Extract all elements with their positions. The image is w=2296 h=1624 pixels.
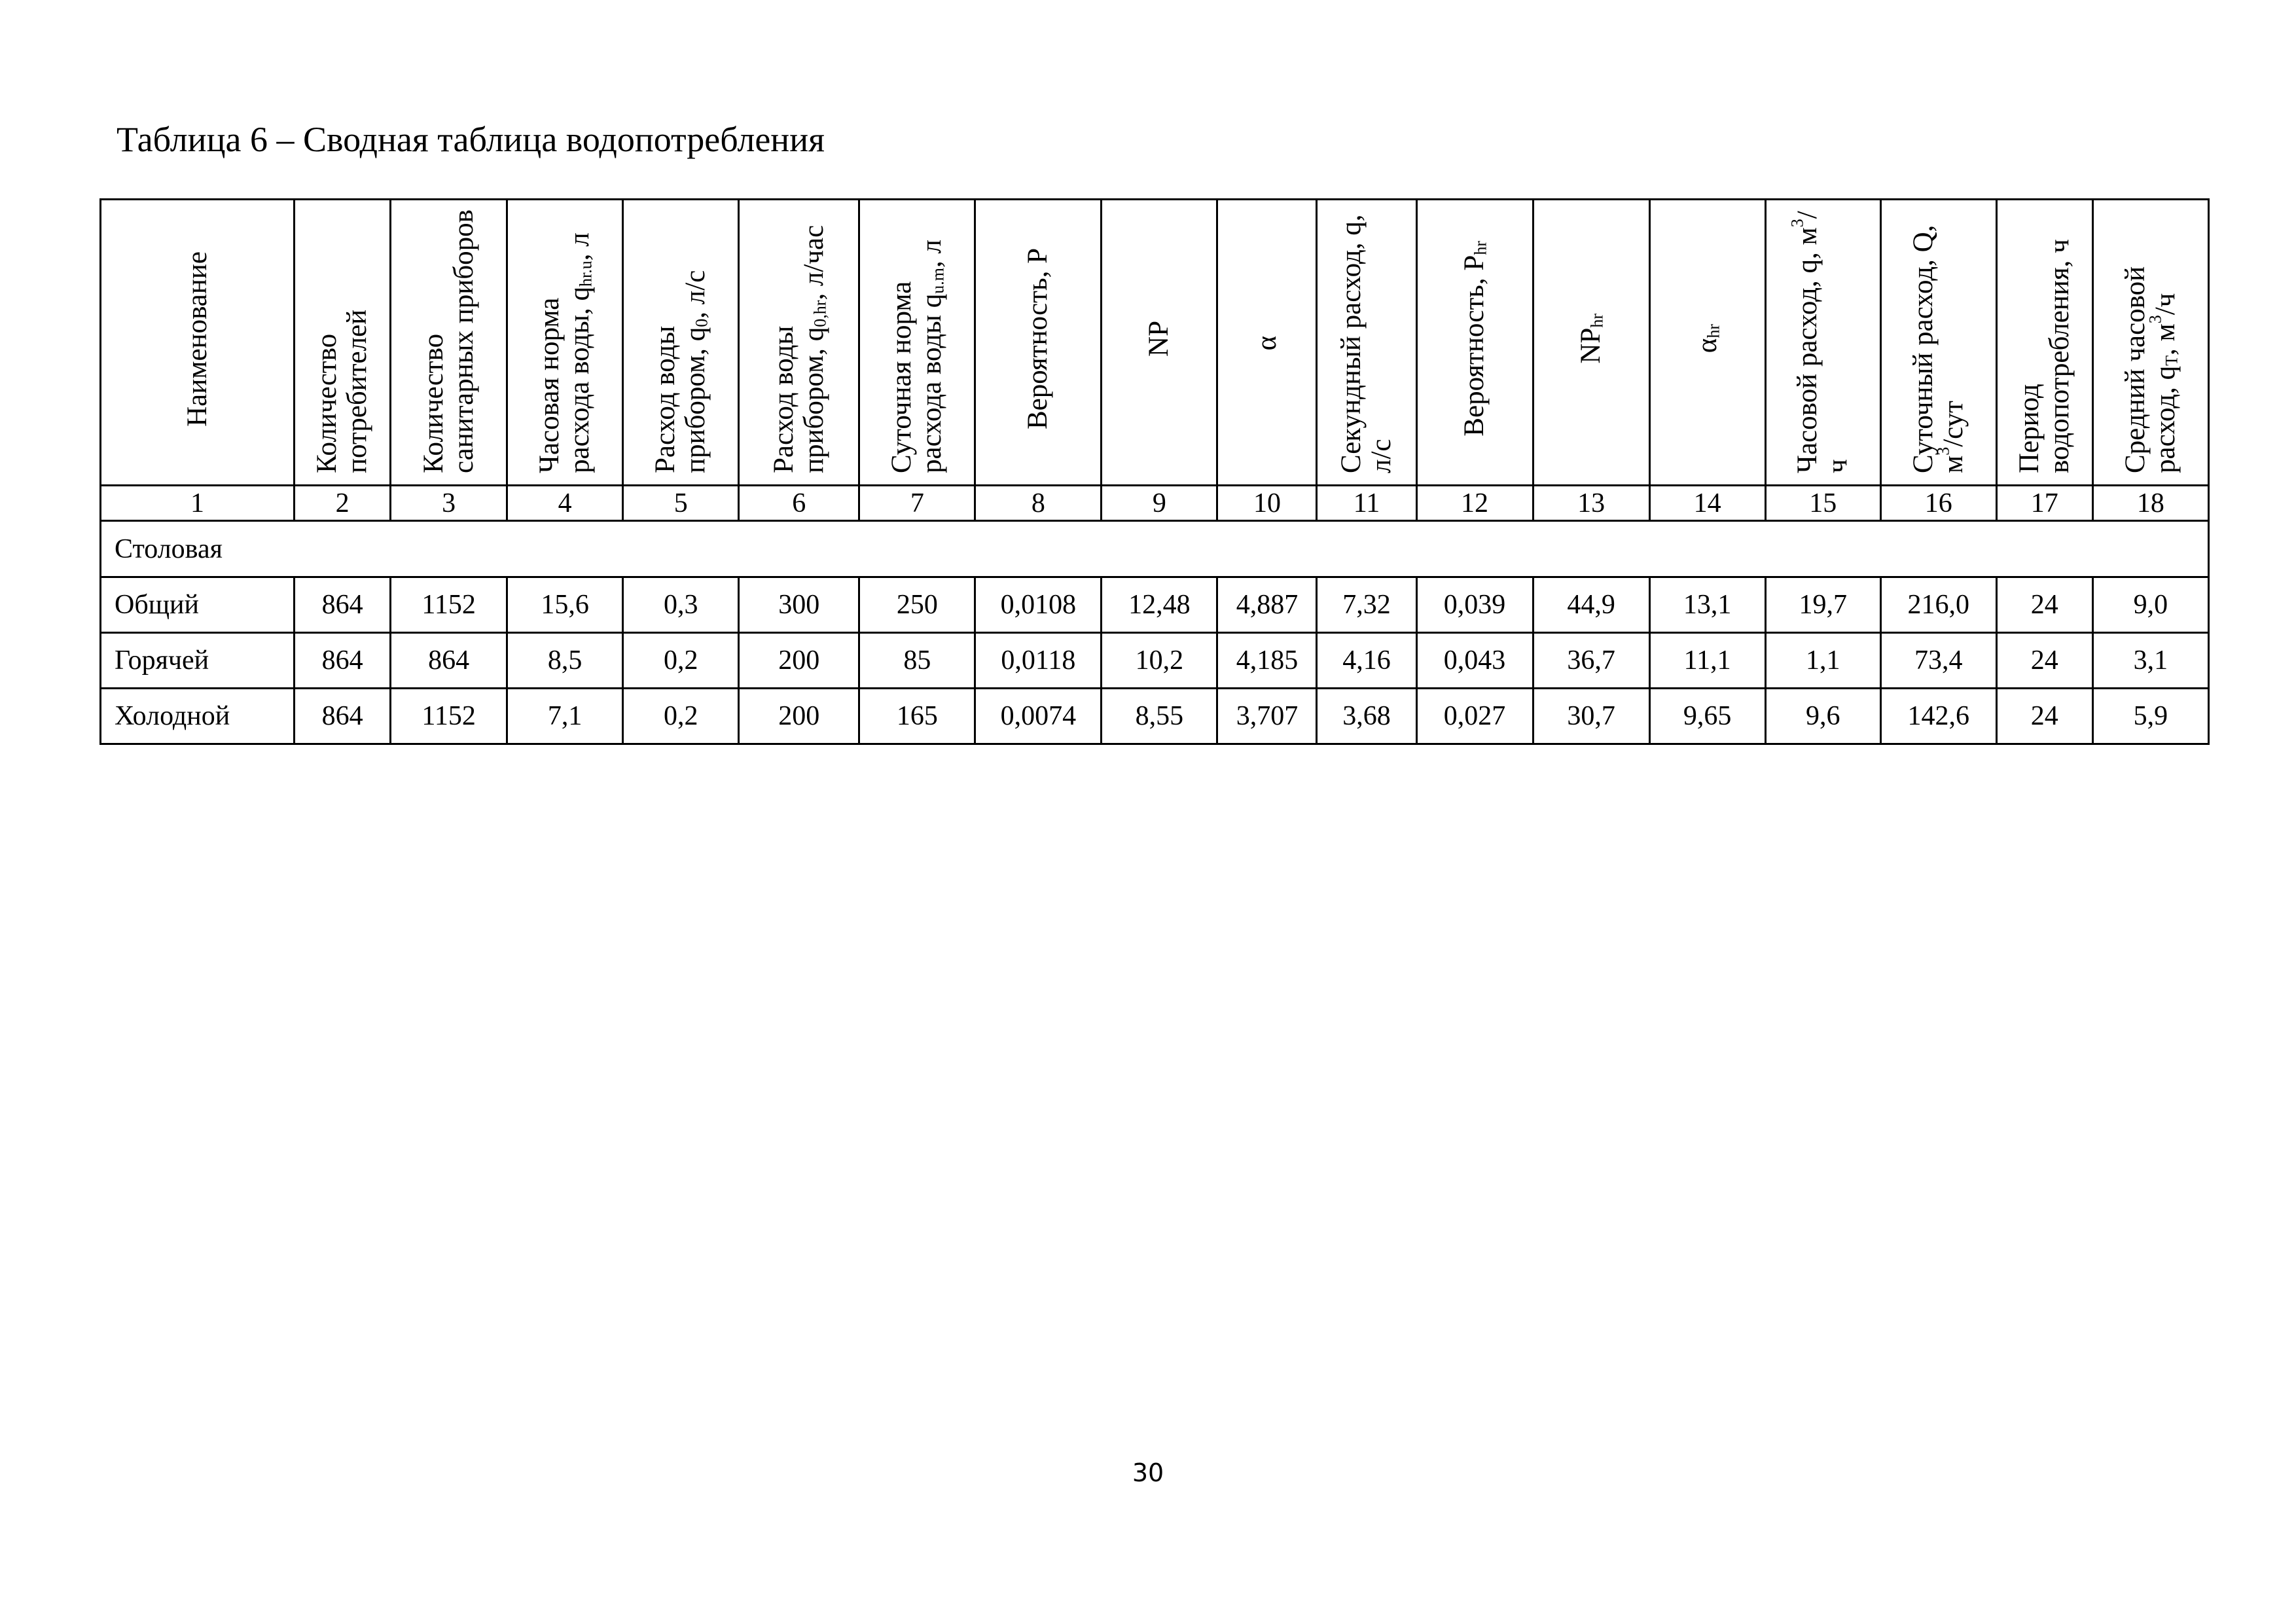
column-number: 12	[1416, 486, 1533, 521]
table-cell: 0,0118	[975, 633, 1102, 689]
header-cell: Количество санитарных приборов	[391, 200, 507, 486]
table-cell: 36,7	[1533, 633, 1649, 689]
header-cell: Период водопотребления, ч	[1996, 200, 2092, 486]
column-number: 15	[1765, 486, 1880, 521]
table-cell: 24	[1996, 689, 2092, 744]
column-number: 3	[391, 486, 507, 521]
header-cell: Вероятность, Р	[975, 200, 1102, 486]
column-number: 4	[507, 486, 623, 521]
column-number: 5	[623, 486, 739, 521]
header-row	[101, 200, 2209, 486]
table-cell: 73,4	[1880, 633, 1996, 689]
table-cell: 0,043	[1416, 633, 1533, 689]
table-cell: 0,0074	[975, 689, 1102, 744]
table-cell: 1,1	[1765, 633, 1880, 689]
table-cell: 864	[295, 689, 391, 744]
table-cell: 9,0	[2092, 577, 2208, 633]
row-name: Общий	[101, 577, 295, 633]
column-number: 1	[101, 486, 295, 521]
header-cell: $\alpha_{hr}$	[1649, 200, 1765, 486]
header-cell: Часовой расход, q, $м^3/ч$	[1765, 200, 1880, 486]
column-number: 7	[859, 486, 975, 521]
header-cell: Секундный расход, q, л/с	[1317, 200, 1416, 486]
column-number: 6	[739, 486, 859, 521]
header-cell: Количество потребителей	[295, 200, 391, 486]
table-cell: 30,7	[1533, 689, 1649, 744]
table-row	[101, 689, 2209, 744]
table-cell: 3,1	[2092, 633, 2208, 689]
header-cell: Средний часовой расход, $q_T$, $м^3/ч$	[2092, 200, 2208, 486]
table-cell: 864	[295, 577, 391, 633]
table-cell: 864	[295, 633, 391, 689]
table-caption: Таблица 6 – Сводная таблица водопотребления	[117, 120, 825, 159]
water-consumption-table	[99, 198, 2210, 745]
table-cell: 3,707	[1217, 689, 1317, 744]
table-cell: 216,0	[1880, 577, 1996, 633]
table-row	[101, 577, 2209, 633]
table-cell: 1152	[391, 577, 507, 633]
table-cell: 24	[1996, 577, 2092, 633]
table-cell: 0,0108	[975, 577, 1102, 633]
table-cell: 5,9	[2092, 689, 2208, 744]
table-cell: 300	[739, 577, 859, 633]
table-cell: 9,6	[1765, 689, 1880, 744]
column-number: 18	[2092, 486, 2208, 521]
table-row	[101, 633, 2209, 689]
table-cell: 1152	[391, 689, 507, 744]
table-cell: 44,9	[1533, 577, 1649, 633]
column-number: 17	[1996, 486, 2092, 521]
column-number: 14	[1649, 486, 1765, 521]
header-cell: Суточный расход, Q, $м^3$/сут	[1880, 200, 1996, 486]
header-cell: $NP_{hr}$	[1533, 200, 1649, 486]
column-number: 16	[1880, 486, 1996, 521]
table-cell: 165	[859, 689, 975, 744]
page-number: 30	[1132, 1458, 1164, 1487]
table-cell: 24	[1996, 633, 2092, 689]
table-cell: 85	[859, 633, 975, 689]
row-name: Холодной	[101, 689, 295, 744]
table-cell: 864	[391, 633, 507, 689]
table-cell: 142,6	[1880, 689, 1996, 744]
table-cell: 0,039	[1416, 577, 1533, 633]
table-cell: 11,1	[1649, 633, 1765, 689]
table-cell: 19,7	[1765, 577, 1880, 633]
row-name: Горячей	[101, 633, 295, 689]
column-number: 13	[1533, 486, 1649, 521]
table-cell: 200	[739, 633, 859, 689]
header-cell: Расход воды прибором, $q_{0,hr}$, л/час	[739, 200, 859, 486]
table-cell: 200	[739, 689, 859, 744]
table-cell: 0,2	[623, 689, 739, 744]
column-number: 8	[975, 486, 1102, 521]
table-cell: 3,68	[1317, 689, 1416, 744]
section-row	[101, 521, 2209, 577]
table-cell: 4,16	[1317, 633, 1416, 689]
table-cell: 7,32	[1317, 577, 1416, 633]
table-cell: 8,5	[507, 633, 623, 689]
section-label: Столовая	[101, 521, 2209, 577]
header-cell: Суточная норма расхода воды $q_{u.m}$, л	[859, 200, 975, 486]
header-cell: α	[1217, 200, 1317, 486]
table-cell: 12,48	[1102, 577, 1217, 633]
column-number: 9	[1102, 486, 1217, 521]
header-cell: Расход воды прибором, $q_0$, л/с	[623, 200, 739, 486]
table-cell: 9,65	[1649, 689, 1765, 744]
table-cell: 7,1	[507, 689, 623, 744]
header-cell: Наименование	[101, 200, 295, 486]
table-cell: 10,2	[1102, 633, 1217, 689]
table-cell: 13,1	[1649, 577, 1765, 633]
header-cell: Вероятность, $Р_{hr}$	[1416, 200, 1533, 486]
table-cell: 15,6	[507, 577, 623, 633]
table-cell: 0,2	[623, 633, 739, 689]
column-number: 2	[295, 486, 391, 521]
column-number-row	[101, 486, 2209, 521]
table-cell: 0,027	[1416, 689, 1533, 744]
table-cell: 8,55	[1102, 689, 1217, 744]
column-number: 10	[1217, 486, 1317, 521]
column-number: 11	[1317, 486, 1416, 521]
header-cell: NP	[1102, 200, 1217, 486]
table-cell: 4,887	[1217, 577, 1317, 633]
table-cell: 250	[859, 577, 975, 633]
table-cell: 0,3	[623, 577, 739, 633]
table-cell: 4,185	[1217, 633, 1317, 689]
header-cell: Часовая норма расхода воды, $q_{hr.u}$, л	[507, 200, 623, 486]
